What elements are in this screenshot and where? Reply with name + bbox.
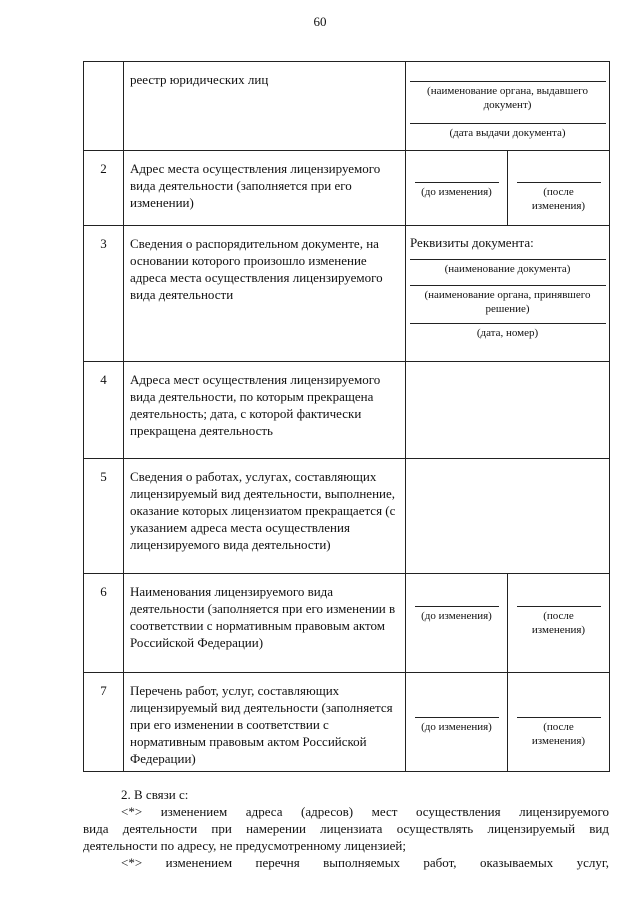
row-number: 4 xyxy=(84,362,124,459)
row-description: Адрес места осуществления лицензируемого вида деятельности (заполняется при его изменении) xyxy=(124,151,406,226)
row-number-cell xyxy=(84,62,124,151)
caption-after: (после изменения) xyxy=(531,610,586,636)
caption-before: (до изменения) xyxy=(421,610,492,622)
table-row xyxy=(84,574,610,673)
before-change-cell xyxy=(406,574,507,672)
table-row xyxy=(84,459,610,574)
caption-document: (наименование документа) xyxy=(444,263,571,275)
row-value-cell xyxy=(406,362,610,459)
table-row xyxy=(84,151,610,226)
after-change-cell xyxy=(507,574,609,672)
row-number: 7 xyxy=(84,673,124,772)
option-line: <*> изменением перечня выполняемых работ, оказываемых услуг, xyxy=(121,855,609,870)
row-description xyxy=(124,62,406,151)
section-heading: 2. В связи с: xyxy=(121,787,189,802)
caption-organ: (наименование органа, принявшего решение) xyxy=(424,289,591,315)
row-value-cell xyxy=(406,574,610,673)
before-change-cell xyxy=(406,673,507,771)
row-description: Сведения о распорядительном документе, на основании которого произошло изменение адреса места осуществления лицензируемого вида деятельности xyxy=(124,226,406,362)
row-description: Адреса мест осуществления лицензируемого вида деятельности, по которым прекращена деятельность; дата, с которой фактически прекращена деятельность xyxy=(124,362,406,459)
caption-date: (дата выдачи документа) xyxy=(449,127,566,139)
table-row xyxy=(84,62,610,151)
row-description: Наименования лицензируемого вида деятельности (заполняется при его изменении в соответствии с нормативным правовым актом Российской Федерации) xyxy=(124,574,406,673)
table-row xyxy=(84,226,610,362)
table-row xyxy=(84,362,610,459)
caption-before: (до изменения) xyxy=(421,721,492,733)
row-number: 5 xyxy=(84,459,124,574)
row-description: Перечень работ, услуг, составляющих лицензируемый вид деятельности (заполняется при его изменении в соответствии с нормативным правовым актом Российской Федерации) xyxy=(124,673,406,772)
row-number: 6 xyxy=(84,574,124,673)
before-change-cell xyxy=(406,151,507,225)
option-line: деятельности по адресу, не предусмотренному лицензией; xyxy=(83,838,406,853)
row-value-cell xyxy=(406,62,610,151)
row-value-cell xyxy=(406,673,610,772)
caption-before: (до изменения) xyxy=(421,186,492,198)
caption-organ: (наименование органа, выдавшего документ) xyxy=(427,85,588,111)
caption-date-number: (дата, номер) xyxy=(476,327,539,339)
option-line: <*> изменением адреса (адресов) мест осуществления лицензируемого xyxy=(121,804,609,819)
caption-after: (после изменения) xyxy=(531,186,586,212)
caption-after: (после изменения) xyxy=(531,721,586,747)
row-text: реестр юридических лиц xyxy=(130,72,269,87)
row-number: 3 xyxy=(84,226,124,362)
notification-table xyxy=(83,61,610,772)
table-row xyxy=(84,673,610,772)
requisites-heading: Реквизиты документа: xyxy=(410,235,534,250)
after-change-cell xyxy=(507,673,609,771)
row-number: 2 xyxy=(84,151,124,226)
after-change-cell xyxy=(507,151,609,225)
page-number: 60 xyxy=(313,14,327,29)
option-line: вида деятельности при намерении лицензиата осуществлять лицензируемый вид xyxy=(83,821,609,836)
row-value-cell xyxy=(406,226,610,362)
row-value-cell xyxy=(406,459,610,574)
row-description: Сведения о работах, услугах, составляющих лицензируемый вид деятельности, выполнение, оказание которых лицензиатом прекращается (с указанием адреса места осуществления лицензируемого вида деятельности) xyxy=(124,459,406,574)
row-value-cell xyxy=(406,151,610,226)
